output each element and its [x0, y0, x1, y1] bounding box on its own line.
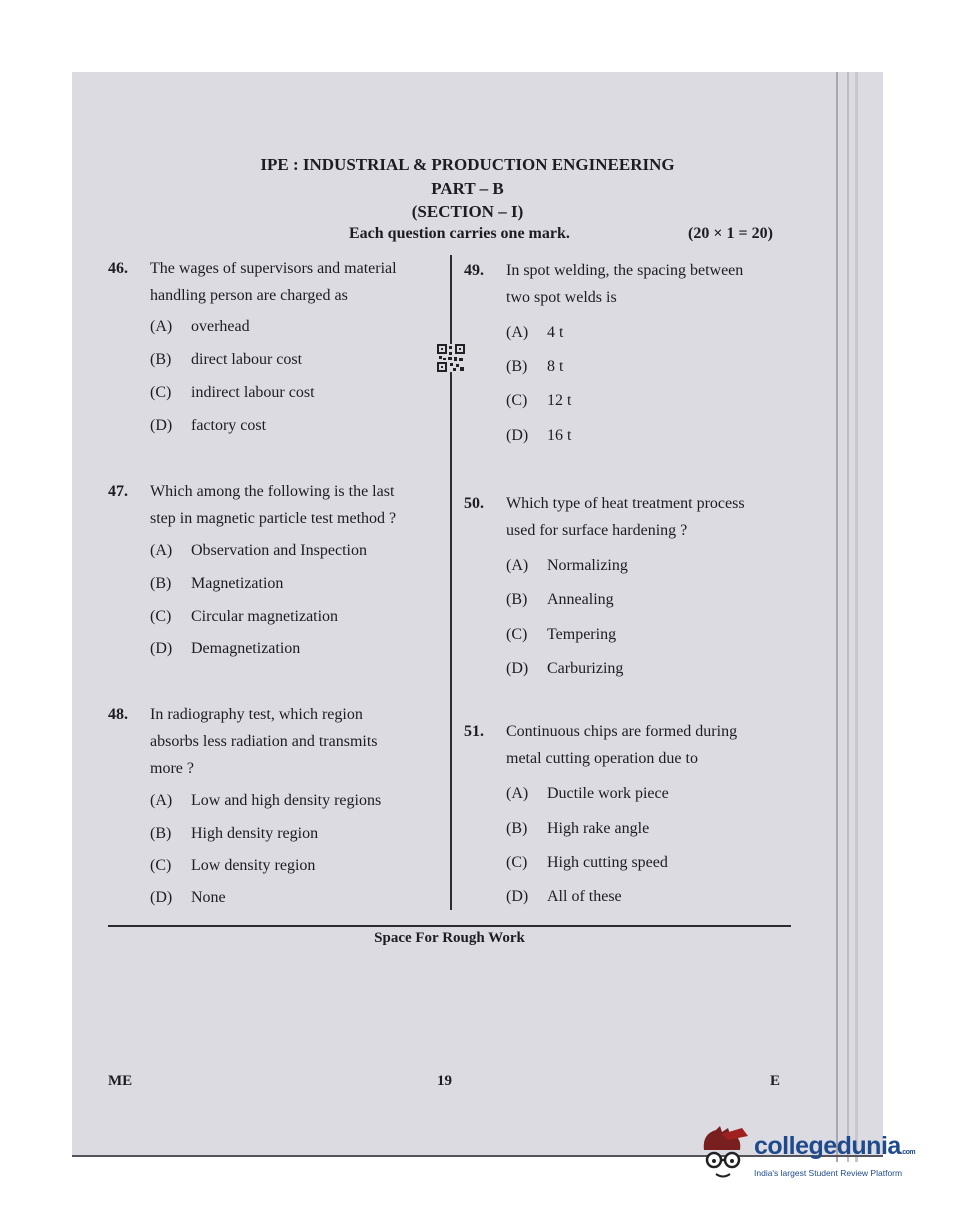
option-letter: (B) [506, 591, 528, 608]
stem-line: Continuous chips are formed during [506, 723, 738, 740]
footer-version: E [770, 1073, 781, 1089]
option-letter: (B) [506, 820, 528, 837]
option-text: 16 t [547, 427, 572, 444]
option-letter: (C) [506, 626, 528, 643]
option-text: 4 t [547, 324, 564, 341]
option-text: overhead [191, 318, 250, 335]
stem-line: absorbs less radiation and transmits [150, 733, 378, 750]
option-letter: (C) [506, 854, 528, 871]
option-text: All of these [547, 888, 622, 905]
option-text: 8 t [547, 358, 564, 375]
question-number: 46. [108, 260, 128, 277]
brand-tagline: India's largest Student Review Platform [754, 1168, 903, 1178]
option-c [150, 379, 315, 406]
option-c [150, 852, 315, 879]
qr-code-icon [437, 344, 465, 372]
option-text: Ductile work piece [547, 785, 669, 802]
stem-line: step in magnetic particle test method ? [150, 510, 397, 527]
option-c [506, 849, 668, 876]
watermark-logo [698, 1124, 928, 1184]
option-c [506, 621, 616, 648]
stem-line: Which among the following is the last [150, 483, 395, 500]
question-stem [506, 257, 776, 311]
option-b [506, 586, 614, 613]
part-label: PART – B [431, 179, 504, 198]
option-text: Magnetization [191, 575, 284, 592]
stem-line: The wages of supervisors and material [150, 260, 397, 277]
option-b [506, 815, 649, 842]
option-text: Observation and Inspection [191, 542, 367, 559]
question-number: 50. [464, 495, 484, 512]
option-letter: (D) [150, 889, 173, 906]
question-stem [150, 478, 426, 532]
page-number: 19 [437, 1073, 452, 1089]
option-text: factory cost [191, 417, 267, 434]
stem-line: In radiography test, which region [150, 706, 363, 723]
option-letter: (A) [506, 557, 529, 574]
section-label: (SECTION – I) [411, 202, 524, 221]
question-stem [150, 701, 421, 782]
option-letter: (D) [150, 417, 173, 434]
option-d [506, 422, 571, 449]
question-stem [150, 255, 426, 309]
option-text: Tempering [547, 626, 617, 643]
question-number: 47. [108, 483, 128, 500]
option-letter: (A) [150, 542, 173, 559]
option-letter: (A) [506, 324, 529, 341]
footer-code: ME [108, 1073, 133, 1089]
option-text: Demagnetization [191, 640, 301, 657]
rough-work-rule [108, 925, 791, 927]
option-a [150, 787, 381, 814]
option-b [506, 353, 563, 380]
option-letter: (D) [506, 427, 529, 444]
question-number: 49. [464, 262, 484, 279]
option-d [150, 412, 266, 439]
option-letter: (A) [506, 785, 529, 802]
option-letter: (D) [506, 888, 529, 905]
stem-line: used for surface hardening ? [506, 522, 688, 539]
option-c [506, 387, 571, 414]
stem-line: handling person are charged as [150, 287, 348, 304]
option-text: Normalizing [547, 557, 628, 574]
option-letter: (B) [150, 825, 172, 842]
option-a [150, 313, 250, 340]
stem-line: two spot welds is [506, 289, 617, 306]
option-d [506, 655, 623, 682]
option-a [506, 780, 669, 807]
brand-name [754, 1132, 915, 1161]
question-number: 51. [464, 723, 484, 740]
binding-edge [847, 72, 849, 1162]
option-letter: (D) [150, 640, 173, 657]
stem-line: metal cutting operation due to [506, 750, 698, 767]
option-letter: (C) [150, 384, 172, 401]
option-letter: (A) [150, 792, 173, 809]
option-text: indirect labour cost [191, 384, 315, 401]
option-letter: (B) [150, 351, 172, 368]
option-a [506, 319, 563, 346]
brand-text: collegedunia [754, 1132, 901, 1160]
option-text: direct labour cost [191, 351, 303, 368]
option-letter: (C) [506, 392, 528, 409]
option-letter: (C) [150, 857, 172, 874]
option-letter: (B) [506, 358, 528, 375]
option-text: High density region [191, 825, 319, 842]
option-letter: (A) [150, 318, 173, 335]
instruction-text: Each question carries one mark. [349, 225, 570, 242]
option-letter: (C) [150, 608, 172, 625]
option-text: Low and high density regions [191, 792, 382, 809]
option-text: High rake angle [547, 820, 650, 837]
option-text: 12 t [547, 392, 572, 409]
question-number: 48. [108, 706, 128, 723]
option-c [150, 603, 338, 630]
option-text: Low density region [191, 857, 316, 874]
option-text: Annealing [547, 591, 614, 608]
stem-line: In spot welding, the spacing between [506, 262, 744, 279]
stem-line: more ? [150, 760, 194, 777]
question-stem [506, 718, 776, 772]
binding-edge [855, 72, 858, 1162]
brand-suffix: .com [900, 1149, 916, 1156]
option-text: High cutting speed [547, 854, 668, 871]
mascot-icon [698, 1124, 754, 1184]
question-stem [506, 490, 776, 544]
paper-title: IPE : INDUSTRIAL & PRODUCTION ENGINEERING [260, 155, 675, 174]
option-text: None [191, 889, 226, 906]
option-b [150, 346, 302, 373]
option-d [150, 635, 300, 662]
stem-line: Which type of heat treatment process [506, 495, 745, 512]
option-d [150, 884, 226, 911]
option-text: Circular magnetization [191, 608, 339, 625]
marks-total: (20 × 1 = 20) [688, 225, 773, 242]
option-b [150, 820, 318, 847]
option-d [506, 883, 622, 910]
option-a [150, 537, 367, 564]
option-letter: (B) [150, 575, 172, 592]
binding-edge [836, 72, 838, 1162]
option-a [506, 552, 628, 579]
option-letter: (D) [506, 660, 529, 677]
option-text: Carburizing [547, 660, 624, 677]
option-b [150, 570, 283, 597]
rough-work-label: Space For Rough Work [374, 930, 525, 946]
